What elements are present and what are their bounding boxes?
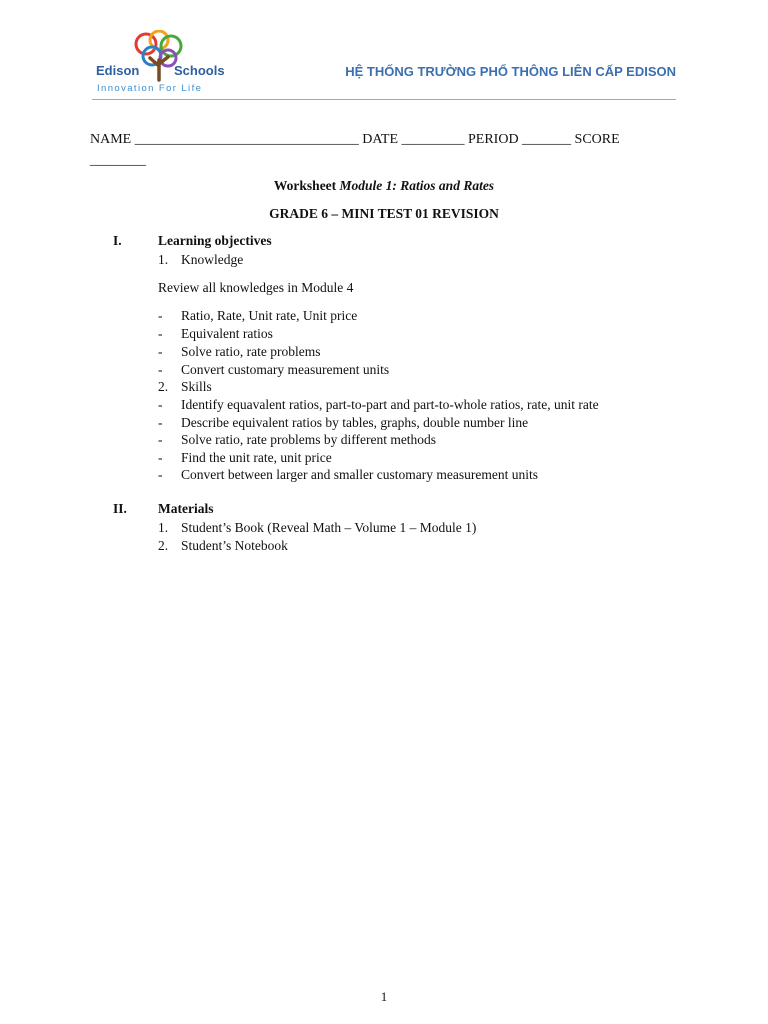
list-marker: - xyxy=(158,308,163,323)
list-marker: - xyxy=(158,362,163,377)
list-marker: 1. xyxy=(158,252,169,267)
list-item-text: Solve ratio, rate problems xyxy=(181,344,321,359)
list-marker: 1. xyxy=(158,520,169,535)
logo-tagline: Innovation For Life xyxy=(97,83,203,94)
header-divider xyxy=(92,99,676,100)
list-item-text: Convert customary measurement units xyxy=(181,362,390,377)
list-marker: - xyxy=(158,397,163,412)
list-item-text: Describe equivalent ratios by tables, graphs, double number line xyxy=(181,415,529,430)
section-number: II. xyxy=(113,501,127,516)
list-marker: 2. xyxy=(158,538,169,553)
student-info-line-continued: ________ xyxy=(90,153,146,168)
list-item-text: Knowledge xyxy=(181,252,244,267)
list-item-text: Student’s Book (Reveal Math – Volume 1 – Module 1) xyxy=(181,520,477,535)
worksheet-title xyxy=(0,177,768,194)
student-info-line: NAME ________________________________ DATE _________ PERIOD _______ SCORE xyxy=(90,132,620,147)
school-system-name: HỆ THỐNG TRƯỜNG PHỔ THÔNG LIÊN CẤP EDISON xyxy=(345,64,676,79)
section-title: Materials xyxy=(158,501,214,516)
worksheet-title-prefix: Worksheet xyxy=(273,178,340,193)
page-header xyxy=(92,28,676,102)
logo-word-edison: Edison xyxy=(96,63,140,78)
list-item-text: Solve ratio, rate problems by different methods xyxy=(181,432,437,447)
page-number: 1 xyxy=(380,989,388,1004)
section-number: I. xyxy=(113,233,122,248)
list-item-text: Skills xyxy=(181,379,212,394)
list-item-text: Identify equavalent ratios, part-to-part and part-to-whole ratios, rate, unit rate xyxy=(181,397,599,412)
list-item-text: Find the unit rate, unit price xyxy=(181,450,332,465)
list-item-text: Student’s Notebook xyxy=(181,538,288,553)
list-item-text: Convert between larger and smaller customary measurement units xyxy=(181,467,539,482)
list-marker: - xyxy=(158,432,163,447)
edison-schools-logo xyxy=(92,28,232,98)
worksheet-subtitle: GRADE 6 – MINI TEST 01 REVISION xyxy=(269,206,499,221)
list-item-text: Ratio, Rate, Unit rate, Unit price xyxy=(181,308,358,323)
logo-word-schools: Schools xyxy=(174,63,225,78)
list-marker: - xyxy=(158,326,163,341)
paragraph-text: Review all knowledges in Module 4 xyxy=(158,280,354,295)
list-marker: - xyxy=(158,344,163,359)
worksheet-title-module: Module 1: Ratios and Rates xyxy=(339,178,495,193)
list-marker: - xyxy=(158,467,163,482)
list-marker: - xyxy=(158,415,163,430)
list-item-text: Equivalent ratios xyxy=(181,326,273,341)
list-marker: 2. xyxy=(158,379,169,394)
section-title: Learning objectives xyxy=(158,233,272,248)
list-marker: - xyxy=(158,450,163,465)
